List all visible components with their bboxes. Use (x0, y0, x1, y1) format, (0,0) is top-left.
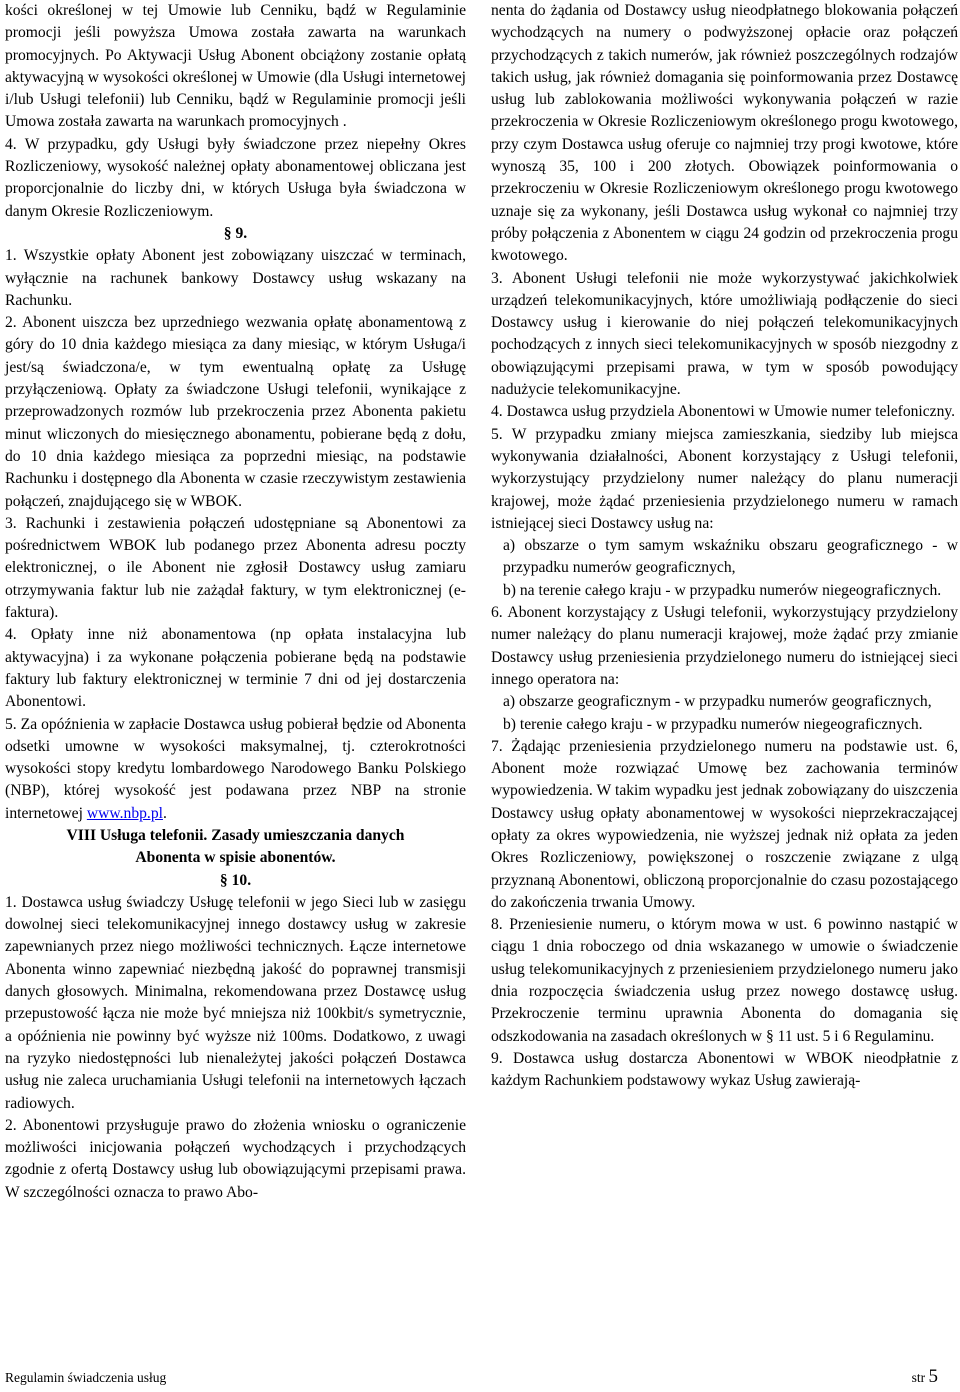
paragraph: 3. Rachunki i zestawienia połączeń udostępniane są Abonentowi za pośrednictwem WBOK lub podanego przez Abonenta adresu poczty elektronicznej, o ile Abonent nie zgłosił Dostawcy usług zamiaru otrzymywania faktur lub nie zażądał faktury, w tym elektronicznej (e-faktura). (5, 514, 466, 622)
section-heading: § 10. (219, 871, 252, 889)
paragraph-text: 5. Za opóźnienia w zapłacie Dostawca usług pobierał będzie od Abonenta odsetki umowne w wysokości maksymalnej, tj. czterokrotności wysokości stopy kredytu lombardowego Narodowego Banku Polskiego (NBP), której wysokość jest podawana przez NBP na stronie internetowej (5, 715, 466, 822)
paragraph: 6. Abonent korzystający z Usługi telefonii, wykorzystujący przydzielony numer należący do planu numeracji krajowej, może żądać przy zmianie Dostawcy usług przeniesienia przydzielonego numeru do istniejącej sieci innego operatora na: (491, 604, 958, 688)
list-item: a) obszarze geograficznym - w przypadku numerów geograficznych, (503, 693, 932, 711)
paragraph: 2. Abonentowi przysługuje prawo do złożenia wniosku o ograniczenie możliwości inicjowania połączeń wychodzących i przychodzących zgodnie z ofertą Dostawcy usług lub obowiązującymi przepisami prawa. W szczególności oznacza to prawo Abo- (5, 1116, 466, 1201)
paragraph: 4. Dostawca usług przydziela Abonentowi w Umowie numer telefoniczny. (491, 403, 956, 421)
list-item: a) obszarze o tym samym wskaźniku obszaru geograficznego - w przypadku numerów geograficznych, (503, 537, 958, 577)
paragraph (5, 714, 466, 825)
paragraph: nenta do żądania od Dostawcy usług nieodpłatnego blokowania połączeń wychodzących na numery o podwyższonej opłacie oraz połączeń przychodzących z takich numerów, jak również poszczególnych rodzajów takich usług, jak również domagania się poinformowania przez Dostawcę usług lub zablokowania możliwości wykonywania połączeń w razie przekroczenia w Okresie Rozliczeniowym określonego progu kwotowego, przy czym Dostawca usług oferuje co najmniej trzy progi kwotowe, które wynoszą 35, 100 i 200 złotych. Obowiązek poinformowania o przekroczeniu w Okresie Rozliczeniowym określonego progu kwotowego uznaje się za wykonany, jeśli Dostawca usług wykonał co najmniej trzy próby połączenia z Abonentem w ciągu 24 godzin od przekroczenia progu kwotowego. (491, 2, 958, 265)
left-column (5, 0, 466, 1204)
section-heading: § 9. (223, 224, 248, 242)
page-number: 5 (928, 1366, 938, 1387)
paragraph: 4. W przypadku, gdy Usługi były świadczone przez niepełny Okres Rozliczeniowy, wysokość należnej opłaty abonamentowej obliczana jest proporcjonalnie do liczby dni, w których Usługa była świadczona w danym Okresie Rozliczeniowym. (5, 135, 466, 220)
right-column (491, 0, 958, 1093)
footer-title: Regulamin świadczenia usług (5, 1370, 167, 1385)
paragraph: 2. Abonent uiszcza bez uprzedniego wezwania opłatę abonamentową z góry do 10 dnia każdego miesiąca za dany miesiąc, w którym Usługa/i jest/są świadczona/e, w tym ewentualną opłatę za Usługę przyłączeniową. Opłaty za świadczone Usługi telefonii, wynikające z przeprowadzonych rozmów lub przekroczenia przez Abonenta pakietu minut wliczonych do miesięcznego abonamentu, pobierane będą z dołu, do 10 dnia każdego miesiąca za poprzedni miesiąc, na podstawie Rachunku i dostępnego dla Abonenta w czasie rzeczywistym zestawienia połączeń, znajdującego się w WBOK. (5, 314, 466, 510)
paragraph: 8. Przeniesienie numeru, o którym mowa w ust. 6 powinno nastąpić w ciągu 1 dnia roboczego od dnia wskazanego w umowie o świadczenie usług telekomunikacyjnych z przeniesieniem przydzielonego numeru jako dnia rozpoczęcia świadczenia usług przez nowego dostawcę usług. Przekroczenie terminu uprawnia Abonenta do domagania się odszkodowania na zasadach określonych w § 11 ust. 5 i 6 Regulaminu. (491, 916, 958, 1045)
paragraph-end: . (162, 804, 167, 822)
paragraph: 4. Opłaty inne niż abonamentowa (np opłata instalacyjna lub aktywacyjna) i za wykonane połączenia pobierane będą na podstawie faktury lub faktury elektronicznej w terminie 7 dni od jej dostarczenia Abonentowi. (5, 626, 466, 711)
list-item: b) terenie całego kraju - w przypadku numerów niegeograficznych. (503, 715, 923, 733)
page-label: str (911, 1370, 926, 1385)
chapter-heading-line2: Abonenta w spisie abonentów. (135, 849, 336, 867)
page-footer (5, 1366, 938, 1389)
chapter-heading: VIII Usługa telefonii. Zasady umieszczania danych (66, 826, 405, 844)
list-item: b) na terenie całego kraju - w przypadku numerów niegeograficznych. (503, 581, 942, 599)
nbp-link[interactable]: www.nbp.pl (86, 804, 163, 822)
paragraph: 7. Żądając przeniesienia przydzielonego numeru na podstawie ust. 6, Abonent może rozwiązać Umowę bez zachowania terminów wypowiedzenia. W takim wypadku jest jednak zobowiązany do uiszczenia Dostawcy usług opłaty abonamentowej w wysokości nieprzekraczającej opłaty za okres wypowiedzenia, nie wyższej jednak niż opłata za jeden Okres Rozliczeniowy, powiększonej o roszczenie związane z ulgą przyznaną Abonentowi, obliczoną proporcjonalnie do czasu pozostającego do zakończenia trwania Umowy. (491, 737, 958, 911)
paragraph: 9. Dostawca usług dostarcza Abonentowi w WBOK nieodpłatnie z każdym Rachunkiem podstawowy wykaz Usług zawierają- (491, 1049, 958, 1090)
paragraph: kości określonej w tej Umowie lub Cenniku, bądź w Regulaminie promocji jeśli powyższa Umowa została zawarta na warunkach promocyjnych. Po Aktywacji Usług Abonent obciążony zostanie opłatą aktywacyjną w wysokości określonej w Umowie (dla Usługi internetowej i/lub Usługi telefonii) lub Cenniku, bądź w Regulaminie promocji jeśli Umowa została zawarta na warunkach promocyjnych . (5, 2, 466, 131)
paragraph: 1. Dostawca usług świadczy Usługę telefonii w jego Sieci lub w zasięgu dowolnej sieci telekomunikacyjnej innego dostawcy usług w zakresie zapewnianych przez niego możliwości technicznych. Łącze internetowe Abonenta winno zapewniać niezbędną jakość do poprawnej transmisji danych głosowych. Minimalna, rekomendowana przez Dostawcę usług przepustowość łącza nie może być mniejsza niż 100kbit/s symetrycznie, a opóźnienia nie powinny być wyższe niż 100ms. Dodatkowo, z uwagi na ryzyko niedostępności lub nienależytej jakości połączeń Dostawca usług nie zaleca uruchamiania Usługi telefonii na internetowych łączach radiowych. (5, 893, 466, 1112)
paragraph: 1. Wszystkie opłaty Abonent jest zobowiązany uiszczać w terminach, wyłącznie na rachunek bankowy Dostawcy usług wskazany na Rachunku. (5, 247, 466, 309)
paragraph: 5. W przypadku zmiany miejsca zamieszkania, siedziby lub miejsca wykonywania działalności, Abonent korzystający z Usługi telefonii, wykorzystujący przydzielony numer należący do planu numeracji krajowej, może żądać przeniesienia przydzielonego numeru w ramach istniejącej sieci Dostawcy usług na: (491, 425, 958, 532)
page-indicator (912, 1366, 938, 1389)
paragraph: 3. Abonent Usługi telefonii nie może wykorzystywać jakichkolwiek urządzeń telekomunikacyjnych, które umożliwiają podłączenie do sieci Dostawcy usług i kierowanie do niej połączeń telekomunikacyjnych pochodzących z innych sieci telekomunikacyjnych w sposób niezgodny z obowiązującymi przepisami prawa, w tym w sposób powodujący nadużycie telekomunikacyjne. (491, 269, 958, 399)
